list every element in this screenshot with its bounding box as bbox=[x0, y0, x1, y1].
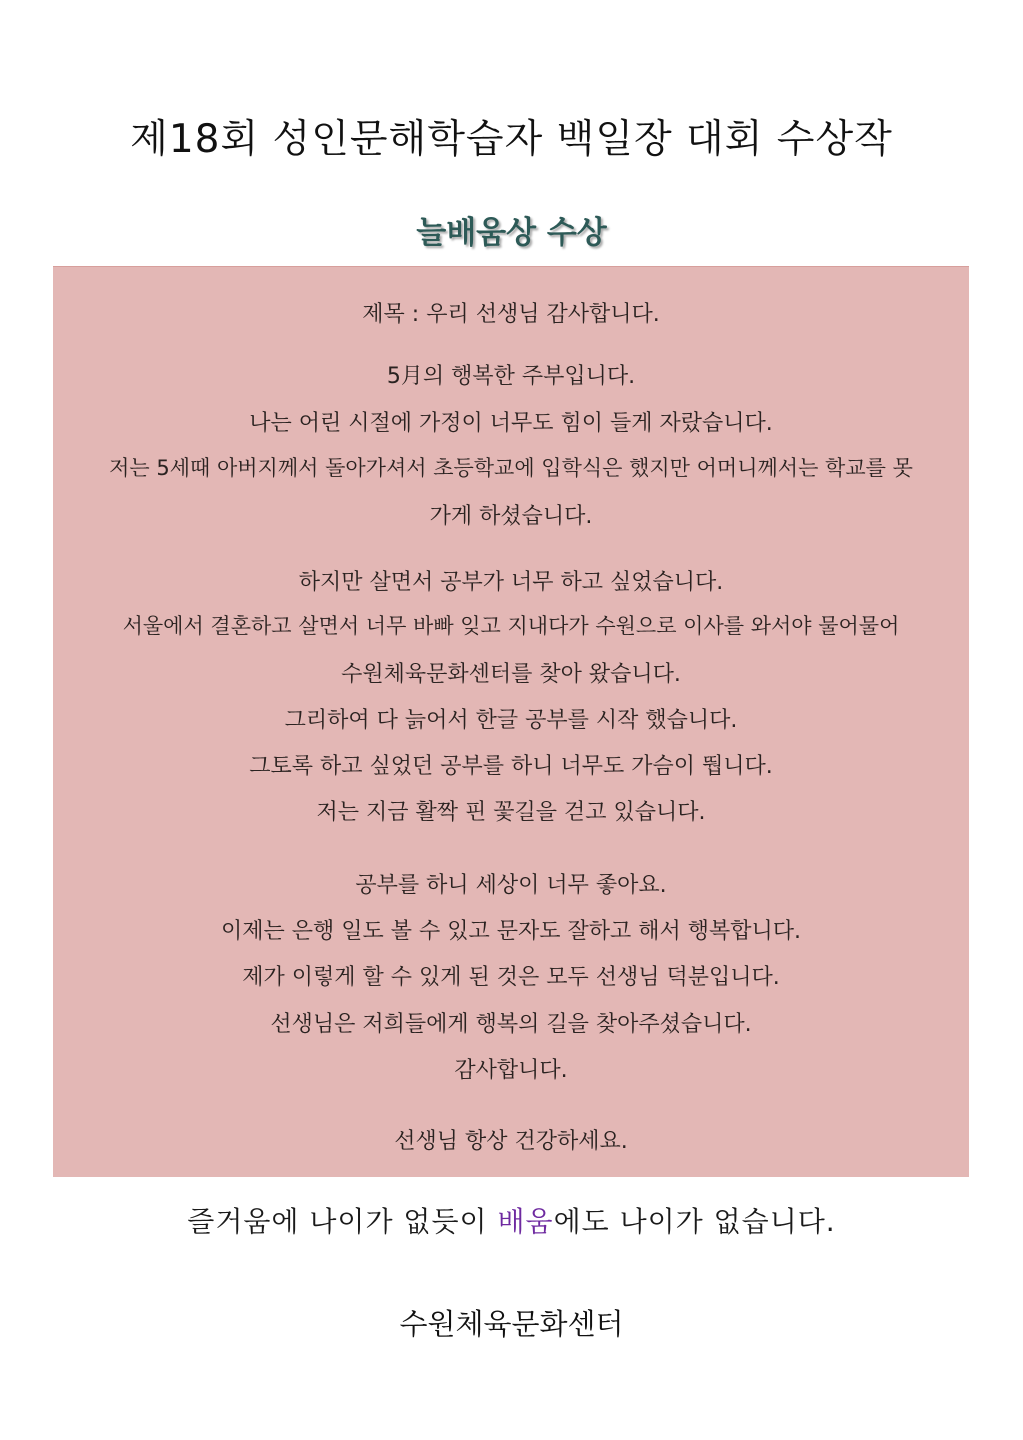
letter-line: 감사합니다. bbox=[454, 1058, 568, 1083]
motto-highlight: 배움 bbox=[497, 1205, 554, 1238]
letter-closing: 선생님 항상 건강하세요. bbox=[394, 1129, 628, 1154]
motto-text-after: 에도 나이가 없습니다. bbox=[553, 1205, 836, 1238]
award-heading: 늘배움상 수상 bbox=[416, 215, 607, 251]
organization-name: 수원체육문화센터 bbox=[399, 1307, 624, 1341]
letter-line: 서울에서 결혼하고 살면서 너무 바빠 잊고 지내다가 수원으로 이사를 와서야 물어물어 bbox=[122, 614, 900, 638]
motto-text-before: 즐거움에 나이가 없듯이 bbox=[187, 1205, 498, 1238]
letter-line: 저는 지금 활짝 핀 꽃길을 걷고 있습니다. bbox=[316, 800, 706, 825]
letter-line: 공부를 하니 세상이 너무 좋아요. bbox=[355, 873, 667, 898]
letter-subject: 제목 : 우리 선생님 감사합니다. bbox=[362, 302, 660, 327]
motto bbox=[0, 1200, 1023, 1240]
letter-line: 하지만 살면서 공부가 너무 하고 싶었습니다. bbox=[298, 570, 724, 595]
letter-line: 선생님은 저희들에게 행복의 길을 찾아주셨습니다. bbox=[270, 1012, 752, 1037]
letter-line: 그토록 하고 싶었던 공부를 하니 너무도 가슴이 뛉니다. bbox=[249, 754, 773, 779]
letter-line: 가게 하셨습니다. bbox=[429, 504, 593, 529]
letter-line: 저는 5세때 아버지께서 돌아가셔서 초등학교에 입학식은 했지만 어머니께서는 학교를 못 bbox=[109, 456, 913, 480]
letter-panel bbox=[53, 266, 969, 1177]
page-title: 제18회 성인문해학습자 백일장 대회 수상작 bbox=[130, 117, 893, 162]
letter-line: 제가 이렇게 할 수 있게 된 것은 모두 선생님 덕분입니다. bbox=[242, 965, 780, 990]
letter-line: 5月의 행복한 주부입니다. bbox=[386, 364, 636, 389]
letter-line: 수원체육문화센터를 찾아 왔습니다. bbox=[341, 662, 681, 687]
letter-line: 그리하여 다 늙어서 한글 공부를 시작 했습니다. bbox=[284, 708, 738, 733]
letter-line: 이제는 은행 일도 볼 수 있고 문자도 잘하고 해서 행복합니다. bbox=[221, 919, 801, 944]
letter-line: 나는 어린 시절에 가정이 너무도 힘이 들게 자랐습니다. bbox=[249, 411, 773, 436]
